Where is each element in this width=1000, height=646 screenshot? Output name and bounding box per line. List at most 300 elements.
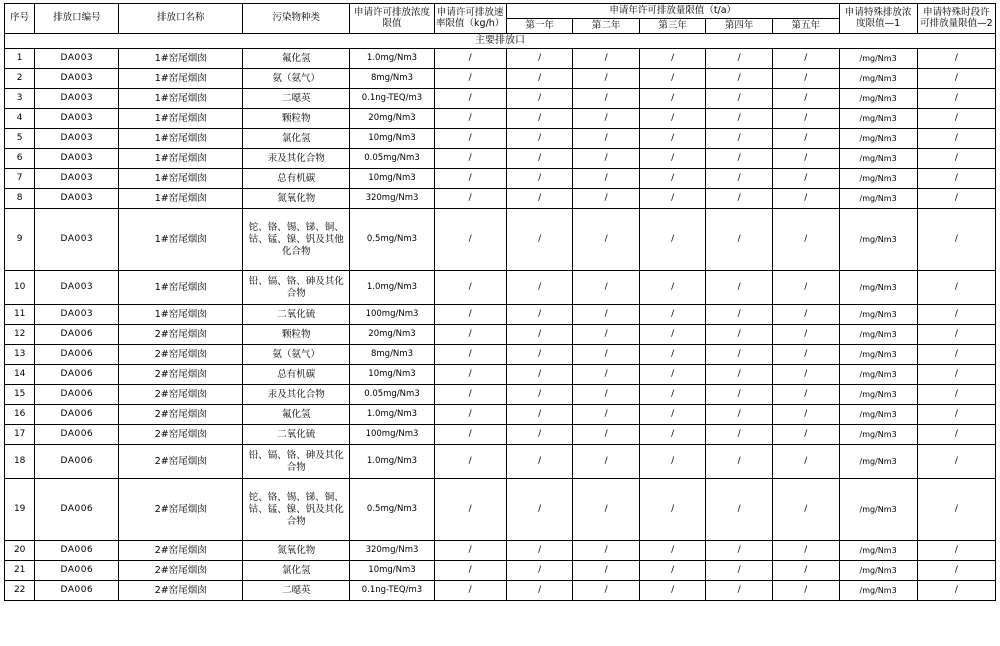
table-row: [5, 271, 996, 305]
cell-annual-year-5: /: [772, 89, 839, 109]
cell-rate-limit: /: [434, 581, 506, 601]
cell-annual-year-3: /: [639, 541, 706, 561]
header-rate-limit: 申请许可排放速率限值（kg/h）: [434, 4, 506, 34]
cell-special-amount: /: [917, 385, 995, 405]
cell-special-amount: /: [917, 561, 995, 581]
cell-annual-year-5: /: [772, 169, 839, 189]
cell-annual-year-5: /: [772, 209, 839, 271]
table-body: [5, 33, 996, 601]
cell-annual-year-5: /: [772, 445, 839, 479]
cell-conc: 10mg/Nm3: [350, 561, 434, 581]
cell-annual-year-1: /: [506, 541, 573, 561]
cell-conc: 10mg/Nm3: [350, 169, 434, 189]
cell-annual-year-1: /: [506, 425, 573, 445]
cell-special-conc: /mg/Nm3: [839, 49, 917, 69]
cell-annual-year-2: /: [573, 425, 640, 445]
cell-index: 1: [5, 49, 35, 69]
cell-annual-year-2: /: [573, 345, 640, 365]
cell-index: 6: [5, 149, 35, 169]
cell-annual-year-1: /: [506, 129, 573, 149]
table-row: [5, 89, 996, 109]
cell-name: 2#窑尾烟囱: [119, 445, 243, 479]
cell-code: DA003: [35, 89, 119, 109]
cell-annual-year-2: /: [573, 385, 640, 405]
cell-annual-year-3: /: [639, 129, 706, 149]
cell-index: 9: [5, 209, 35, 271]
header-index: 序号: [5, 4, 35, 34]
cell-annual-year-1: /: [506, 209, 573, 271]
cell-pollutant: 氟化氢: [243, 49, 350, 69]
cell-special-conc: /mg/Nm3: [839, 189, 917, 209]
cell-annual-year-5: /: [772, 129, 839, 149]
cell-rate-limit: /: [434, 271, 506, 305]
table-row: [5, 425, 996, 445]
cell-annual-year-5: /: [772, 385, 839, 405]
cell-annual-year-5: /: [772, 49, 839, 69]
cell-annual-year-4: /: [706, 561, 773, 581]
cell-annual-year-4: /: [706, 365, 773, 385]
cell-annual-year-1: /: [506, 385, 573, 405]
cell-annual-year-1: /: [506, 365, 573, 385]
header-year-4: 第四年: [706, 18, 773, 33]
cell-index: 5: [5, 129, 35, 149]
cell-annual-year-3: /: [639, 345, 706, 365]
header-annual-limit: 申请年许可排放量限值（t/a）: [506, 4, 839, 19]
table-row: [5, 209, 996, 271]
cell-rate-limit: /: [434, 69, 506, 89]
cell-index: 14: [5, 365, 35, 385]
cell-special-amount: /: [917, 189, 995, 209]
cell-name: 2#窑尾烟囱: [119, 345, 243, 365]
cell-pollutant: 颗粒物: [243, 109, 350, 129]
cell-pollutant: 总有机碳: [243, 365, 350, 385]
cell-rate-limit: /: [434, 189, 506, 209]
cell-annual-year-4: /: [706, 89, 773, 109]
cell-pollutant: 铅、镉、铬、砷及其化合物: [243, 445, 350, 479]
cell-annual-year-4: /: [706, 169, 773, 189]
cell-annual-year-3: /: [639, 271, 706, 305]
cell-pollutant: 氟化氢: [243, 405, 350, 425]
cell-annual-year-3: /: [639, 189, 706, 209]
cell-annual-year-4: /: [706, 49, 773, 69]
cell-rate-limit: /: [434, 209, 506, 271]
cell-name: 1#窑尾烟囱: [119, 209, 243, 271]
cell-index: 2: [5, 69, 35, 89]
cell-name: 2#窑尾烟囱: [119, 581, 243, 601]
cell-annual-year-2: /: [573, 169, 640, 189]
section-title-row: [5, 33, 996, 49]
table-row: [5, 561, 996, 581]
cell-conc: 320mg/Nm3: [350, 189, 434, 209]
cell-annual-year-5: /: [772, 581, 839, 601]
cell-annual-year-5: /: [772, 189, 839, 209]
cell-code: DA006: [35, 385, 119, 405]
cell-index: 22: [5, 581, 35, 601]
cell-annual-year-5: /: [772, 271, 839, 305]
cell-annual-year-5: /: [772, 425, 839, 445]
cell-annual-year-1: /: [506, 69, 573, 89]
cell-code: DA003: [35, 209, 119, 271]
cell-annual-year-3: /: [639, 385, 706, 405]
cell-special-amount: /: [917, 479, 995, 541]
cell-annual-year-4: /: [706, 425, 773, 445]
cell-index: 19: [5, 479, 35, 541]
cell-annual-year-4: /: [706, 305, 773, 325]
cell-annual-year-5: /: [772, 365, 839, 385]
cell-annual-year-2: /: [573, 365, 640, 385]
cell-rate-limit: /: [434, 479, 506, 541]
cell-rate-limit: /: [434, 561, 506, 581]
cell-conc: 0.5mg/Nm3: [350, 479, 434, 541]
cell-special-amount: /: [917, 89, 995, 109]
cell-annual-year-2: /: [573, 209, 640, 271]
cell-index: 18: [5, 445, 35, 479]
cell-code: DA003: [35, 49, 119, 69]
cell-annual-year-1: /: [506, 109, 573, 129]
cell-special-conc: /mg/Nm3: [839, 325, 917, 345]
table-row: [5, 581, 996, 601]
cell-annual-year-2: /: [573, 325, 640, 345]
header-year-5: 第五年: [772, 18, 839, 33]
cell-annual-year-1: /: [506, 149, 573, 169]
cell-index: 3: [5, 89, 35, 109]
cell-pollutant: 铊、铬、锡、锑、铜、钴、锰、镍、钒及其化合物: [243, 479, 350, 541]
cell-special-amount: /: [917, 129, 995, 149]
cell-pollutant: 二氧化硫: [243, 425, 350, 445]
cell-annual-year-4: /: [706, 405, 773, 425]
cell-rate-limit: /: [434, 49, 506, 69]
cell-annual-year-5: /: [772, 345, 839, 365]
cell-annual-year-1: /: [506, 305, 573, 325]
cell-rate-limit: /: [434, 425, 506, 445]
cell-special-amount: /: [917, 109, 995, 129]
cell-annual-year-1: /: [506, 561, 573, 581]
cell-name: 2#窑尾烟囱: [119, 425, 243, 445]
cell-annual-year-2: /: [573, 89, 640, 109]
cell-annual-year-3: /: [639, 89, 706, 109]
header-special-amount: 申请特殊时段许可排放量限值—2: [917, 4, 995, 34]
cell-rate-limit: /: [434, 405, 506, 425]
cell-annual-year-5: /: [772, 325, 839, 345]
cell-special-amount: /: [917, 365, 995, 385]
cell-special-conc: /mg/Nm3: [839, 445, 917, 479]
cell-annual-year-3: /: [639, 69, 706, 89]
cell-annual-year-3: /: [639, 305, 706, 325]
header-row-main: [5, 4, 996, 19]
cell-rate-limit: /: [434, 149, 506, 169]
cell-conc: 1.0mg/Nm3: [350, 445, 434, 479]
cell-annual-year-3: /: [639, 479, 706, 541]
cell-pollutant: 氨（氨气）: [243, 69, 350, 89]
header-year-2: 第二年: [573, 18, 640, 33]
cell-annual-year-5: /: [772, 69, 839, 89]
cell-name: 1#窑尾烟囱: [119, 89, 243, 109]
cell-pollutant: 总有机碳: [243, 169, 350, 189]
cell-special-conc: /mg/Nm3: [839, 89, 917, 109]
cell-rate-limit: /: [434, 365, 506, 385]
table-row: [5, 49, 996, 69]
cell-annual-year-3: /: [639, 49, 706, 69]
cell-pollutant: 铊、铬、锡、锑、铜、钴、锰、镍、钒及其他化合物: [243, 209, 350, 271]
cell-annual-year-1: /: [506, 89, 573, 109]
cell-name: 1#窑尾烟囱: [119, 169, 243, 189]
cell-conc: 0.1ng-TEQ/m3: [350, 581, 434, 601]
cell-conc: 320mg/Nm3: [350, 541, 434, 561]
cell-special-conc: /mg/Nm3: [839, 405, 917, 425]
cell-annual-year-1: /: [506, 445, 573, 479]
cell-special-amount: /: [917, 541, 995, 561]
cell-special-conc: /mg/Nm3: [839, 271, 917, 305]
cell-annual-year-3: /: [639, 209, 706, 271]
cell-name: 2#窑尾烟囱: [119, 541, 243, 561]
cell-code: DA003: [35, 271, 119, 305]
cell-index: 20: [5, 541, 35, 561]
cell-annual-year-2: /: [573, 479, 640, 541]
cell-conc: 0.05mg/Nm3: [350, 149, 434, 169]
cell-conc: 0.5mg/Nm3: [350, 209, 434, 271]
cell-annual-year-3: /: [639, 561, 706, 581]
cell-code: DA003: [35, 169, 119, 189]
cell-annual-year-2: /: [573, 541, 640, 561]
cell-pollutant: 氯化氢: [243, 129, 350, 149]
section-title: 主要排放口: [5, 33, 996, 49]
cell-rate-limit: /: [434, 325, 506, 345]
cell-annual-year-4: /: [706, 445, 773, 479]
cell-conc: 10mg/Nm3: [350, 129, 434, 149]
cell-name: 2#窑尾烟囱: [119, 385, 243, 405]
table-row: [5, 189, 996, 209]
table-row: [5, 69, 996, 89]
cell-code: DA003: [35, 129, 119, 149]
cell-annual-year-2: /: [573, 69, 640, 89]
cell-name: 1#窑尾烟囱: [119, 49, 243, 69]
cell-pollutant: 氮氧化物: [243, 189, 350, 209]
table-row: [5, 479, 996, 541]
cell-index: 8: [5, 189, 35, 209]
cell-index: 15: [5, 385, 35, 405]
header-special-conc: 申请特殊排放浓度限值—1: [839, 4, 917, 34]
table-row: [5, 129, 996, 149]
header-pollutant: 污染物种类: [243, 4, 350, 34]
cell-annual-year-3: /: [639, 149, 706, 169]
cell-annual-year-4: /: [706, 271, 773, 305]
cell-code: DA006: [35, 541, 119, 561]
cell-annual-year-4: /: [706, 189, 773, 209]
cell-code: DA006: [35, 581, 119, 601]
header-outlet-code: 排放口编号: [35, 4, 119, 34]
cell-conc: 1.0mg/Nm3: [350, 49, 434, 69]
cell-conc: 20mg/Nm3: [350, 325, 434, 345]
cell-annual-year-4: /: [706, 345, 773, 365]
cell-special-conc: /mg/Nm3: [839, 365, 917, 385]
cell-rate-limit: /: [434, 345, 506, 365]
cell-annual-year-1: /: [506, 49, 573, 69]
cell-pollutant: 二噁英: [243, 581, 350, 601]
cell-index: 13: [5, 345, 35, 365]
cell-index: 11: [5, 305, 35, 325]
cell-annual-year-2: /: [573, 129, 640, 149]
cell-annual-year-5: /: [772, 109, 839, 129]
cell-annual-year-4: /: [706, 109, 773, 129]
cell-index: 7: [5, 169, 35, 189]
cell-pollutant: 汞及其化合物: [243, 149, 350, 169]
cell-name: 1#窑尾烟囱: [119, 305, 243, 325]
cell-special-amount: /: [917, 69, 995, 89]
cell-annual-year-4: /: [706, 129, 773, 149]
cell-conc: 8mg/Nm3: [350, 69, 434, 89]
table-row: [5, 365, 996, 385]
table-row: [5, 345, 996, 365]
cell-special-conc: /mg/Nm3: [839, 581, 917, 601]
cell-name: 1#窑尾烟囱: [119, 129, 243, 149]
cell-conc: 0.05mg/Nm3: [350, 385, 434, 405]
cell-special-amount: /: [917, 149, 995, 169]
cell-code: DA006: [35, 405, 119, 425]
cell-annual-year-1: /: [506, 189, 573, 209]
cell-annual-year-5: /: [772, 405, 839, 425]
cell-conc: 100mg/Nm3: [350, 305, 434, 325]
cell-code: DA003: [35, 305, 119, 325]
cell-annual-year-1: /: [506, 271, 573, 305]
cell-special-conc: /mg/Nm3: [839, 561, 917, 581]
header-conc-limit: 申请许可排放浓度限值: [350, 4, 434, 34]
cell-annual-year-3: /: [639, 325, 706, 345]
cell-special-conc: /mg/Nm3: [839, 209, 917, 271]
table-header: [5, 4, 996, 34]
cell-special-amount: /: [917, 405, 995, 425]
cell-code: DA006: [35, 345, 119, 365]
cell-annual-year-4: /: [706, 149, 773, 169]
cell-annual-year-4: /: [706, 479, 773, 541]
table-row: [5, 305, 996, 325]
cell-rate-limit: /: [434, 305, 506, 325]
cell-conc: 100mg/Nm3: [350, 425, 434, 445]
cell-pollutant: 铅、镉、铬、砷及其化合物: [243, 271, 350, 305]
cell-special-conc: /mg/Nm3: [839, 541, 917, 561]
table-row: [5, 109, 996, 129]
cell-name: 2#窑尾烟囱: [119, 325, 243, 345]
cell-annual-year-3: /: [639, 405, 706, 425]
cell-annual-year-2: /: [573, 271, 640, 305]
cell-special-conc: /mg/Nm3: [839, 425, 917, 445]
cell-special-conc: /mg/Nm3: [839, 69, 917, 89]
cell-annual-year-2: /: [573, 49, 640, 69]
cell-annual-year-2: /: [573, 561, 640, 581]
cell-annual-year-4: /: [706, 385, 773, 405]
cell-annual-year-1: /: [506, 405, 573, 425]
cell-special-amount: /: [917, 425, 995, 445]
table-row: [5, 445, 996, 479]
header-outlet-name: 排放口名称: [119, 4, 243, 34]
cell-special-amount: /: [917, 169, 995, 189]
cell-annual-year-3: /: [639, 445, 706, 479]
header-year-1: 第一年: [506, 18, 573, 33]
cell-pollutant: 二噁英: [243, 89, 350, 109]
cell-special-conc: /mg/Nm3: [839, 345, 917, 365]
cell-code: DA003: [35, 69, 119, 89]
cell-conc: 8mg/Nm3: [350, 345, 434, 365]
cell-name: 1#窑尾烟囱: [119, 69, 243, 89]
cell-special-amount: /: [917, 305, 995, 325]
cell-special-amount: /: [917, 345, 995, 365]
cell-pollutant: 颗粒物: [243, 325, 350, 345]
cell-annual-year-1: /: [506, 479, 573, 541]
cell-conc: 10mg/Nm3: [350, 365, 434, 385]
table-row: [5, 169, 996, 189]
cell-annual-year-2: /: [573, 445, 640, 479]
cell-code: DA006: [35, 479, 119, 541]
cell-special-conc: /mg/Nm3: [839, 129, 917, 149]
cell-annual-year-2: /: [573, 405, 640, 425]
cell-index: 4: [5, 109, 35, 129]
header-year-3: 第三年: [639, 18, 706, 33]
cell-annual-year-4: /: [706, 209, 773, 271]
cell-name: 1#窑尾烟囱: [119, 271, 243, 305]
cell-annual-year-2: /: [573, 149, 640, 169]
cell-annual-year-1: /: [506, 169, 573, 189]
cell-annual-year-5: /: [772, 149, 839, 169]
cell-special-conc: /mg/Nm3: [839, 149, 917, 169]
cell-rate-limit: /: [434, 169, 506, 189]
cell-annual-year-3: /: [639, 425, 706, 445]
cell-pollutant: 汞及其化合物: [243, 385, 350, 405]
cell-code: DA003: [35, 149, 119, 169]
cell-special-conc: /mg/Nm3: [839, 479, 917, 541]
cell-annual-year-3: /: [639, 109, 706, 129]
cell-annual-year-2: /: [573, 109, 640, 129]
table-row: [5, 405, 996, 425]
cell-annual-year-5: /: [772, 561, 839, 581]
cell-special-amount: /: [917, 271, 995, 305]
cell-annual-year-3: /: [639, 169, 706, 189]
cell-annual-year-2: /: [573, 581, 640, 601]
cell-annual-year-5: /: [772, 305, 839, 325]
cell-index: 21: [5, 561, 35, 581]
cell-special-amount: /: [917, 581, 995, 601]
cell-annual-year-1: /: [506, 325, 573, 345]
cell-annual-year-4: /: [706, 581, 773, 601]
table-row: [5, 541, 996, 561]
cell-code: DA006: [35, 365, 119, 385]
cell-special-conc: /mg/Nm3: [839, 305, 917, 325]
cell-pollutant: 氨（氨气）: [243, 345, 350, 365]
cell-annual-year-2: /: [573, 305, 640, 325]
cell-code: DA006: [35, 561, 119, 581]
cell-code: DA003: [35, 189, 119, 209]
cell-code: DA006: [35, 325, 119, 345]
cell-name: 2#窑尾烟囱: [119, 561, 243, 581]
cell-index: 10: [5, 271, 35, 305]
cell-name: 1#窑尾烟囱: [119, 109, 243, 129]
cell-annual-year-1: /: [506, 581, 573, 601]
cell-special-conc: /mg/Nm3: [839, 385, 917, 405]
cell-code: DA006: [35, 425, 119, 445]
cell-annual-year-5: /: [772, 541, 839, 561]
cell-special-amount: /: [917, 49, 995, 69]
cell-rate-limit: /: [434, 109, 506, 129]
cell-rate-limit: /: [434, 445, 506, 479]
cell-conc: 20mg/Nm3: [350, 109, 434, 129]
cell-rate-limit: /: [434, 385, 506, 405]
cell-conc: 0.1ng-TEQ/m3: [350, 89, 434, 109]
cell-special-conc: /mg/Nm3: [839, 169, 917, 189]
cell-pollutant: 二氧化硫: [243, 305, 350, 325]
cell-annual-year-4: /: [706, 541, 773, 561]
table-row: [5, 385, 996, 405]
cell-name: 2#窑尾烟囱: [119, 479, 243, 541]
cell-name: 1#窑尾烟囱: [119, 149, 243, 169]
cell-conc: 1.0mg/Nm3: [350, 405, 434, 425]
